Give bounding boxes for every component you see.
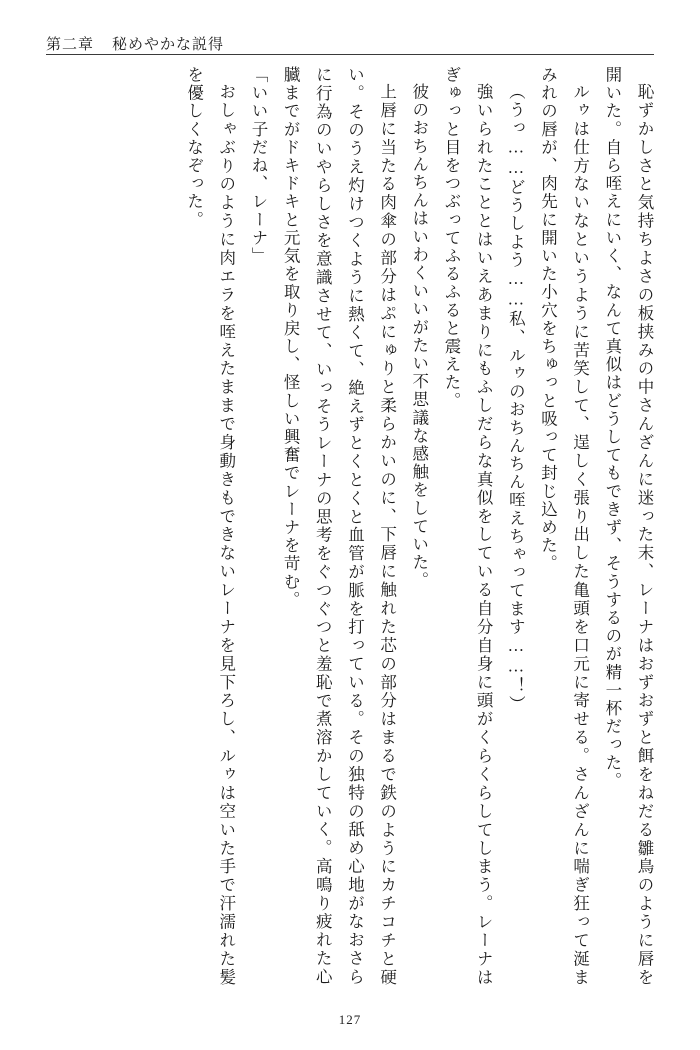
page-number: 127: [338, 1012, 362, 1027]
paragraph: 恥ずかしさと気持ちよさの板挟みの中さんざんに迷った末、レーナはおずおずと餌をねだる雛鳥のように唇を開いた。自ら咥えにいく、なんて真似はどうしてもできず、そうするのが精一杯だった。: [602, 66, 654, 986]
body-text: [40, 66, 660, 986]
paragraph: （うっ……どうしよう……私、ルゥのおちんちん咥えちゃってます……！）: [506, 82, 526, 713]
paragraph: ルゥは仕方ないなというように苦笑して、逞しく張り出した亀頭を口元に寄せる。さんざんに喘ぎ狂って涎まみれの唇が、肉先に開いた小穴をちゅっと吸って封じ込めた。: [538, 66, 590, 986]
paragraph: 強いられたこととはいえあまりにもふしだらな真似をしている自分自身に頭がくらくらしてしまう。レーナはぎゅっと目をつぶってふるふると震えた。: [441, 66, 494, 986]
paragraph: 彼のおちんちんはいわくいいがたい不思議な感触をしていた。: [409, 82, 429, 590]
chapter-title: 秘めやかな説得: [112, 37, 225, 53]
paragraph-dialogue: 「いい子だね、レーナ」: [248, 66, 268, 266]
chapter-number: 第二章: [46, 37, 95, 53]
paragraph: 上唇に当たる肉傘の部分はぷにゅりと柔らかいのに、下唇に触れた芯の部分はまるで鉄のようにカチコチと硬い。そのうえ灼けつくように熱くて、絶えずとくとくと血管が脈を打っている。その独特の舐め心地がなおさらに行為のいやらしさを意識させて、いっそうレーナの思考をぐつぐつと羞恥で煮溶かしていく。高鳴り疲れた心臓までがドキドキと元気を取り戻し、怪しい興奮でレーナを苛む。: [281, 66, 397, 986]
header-divider: [46, 54, 654, 55]
paragraph: おしゃぶりのように肉エラを咥えたままで身動きもできないレーナを見下ろし、ルゥは空いた手で汗濡れた髪を優しくなぞった。: [184, 66, 236, 986]
page-header: [46, 20, 654, 54]
